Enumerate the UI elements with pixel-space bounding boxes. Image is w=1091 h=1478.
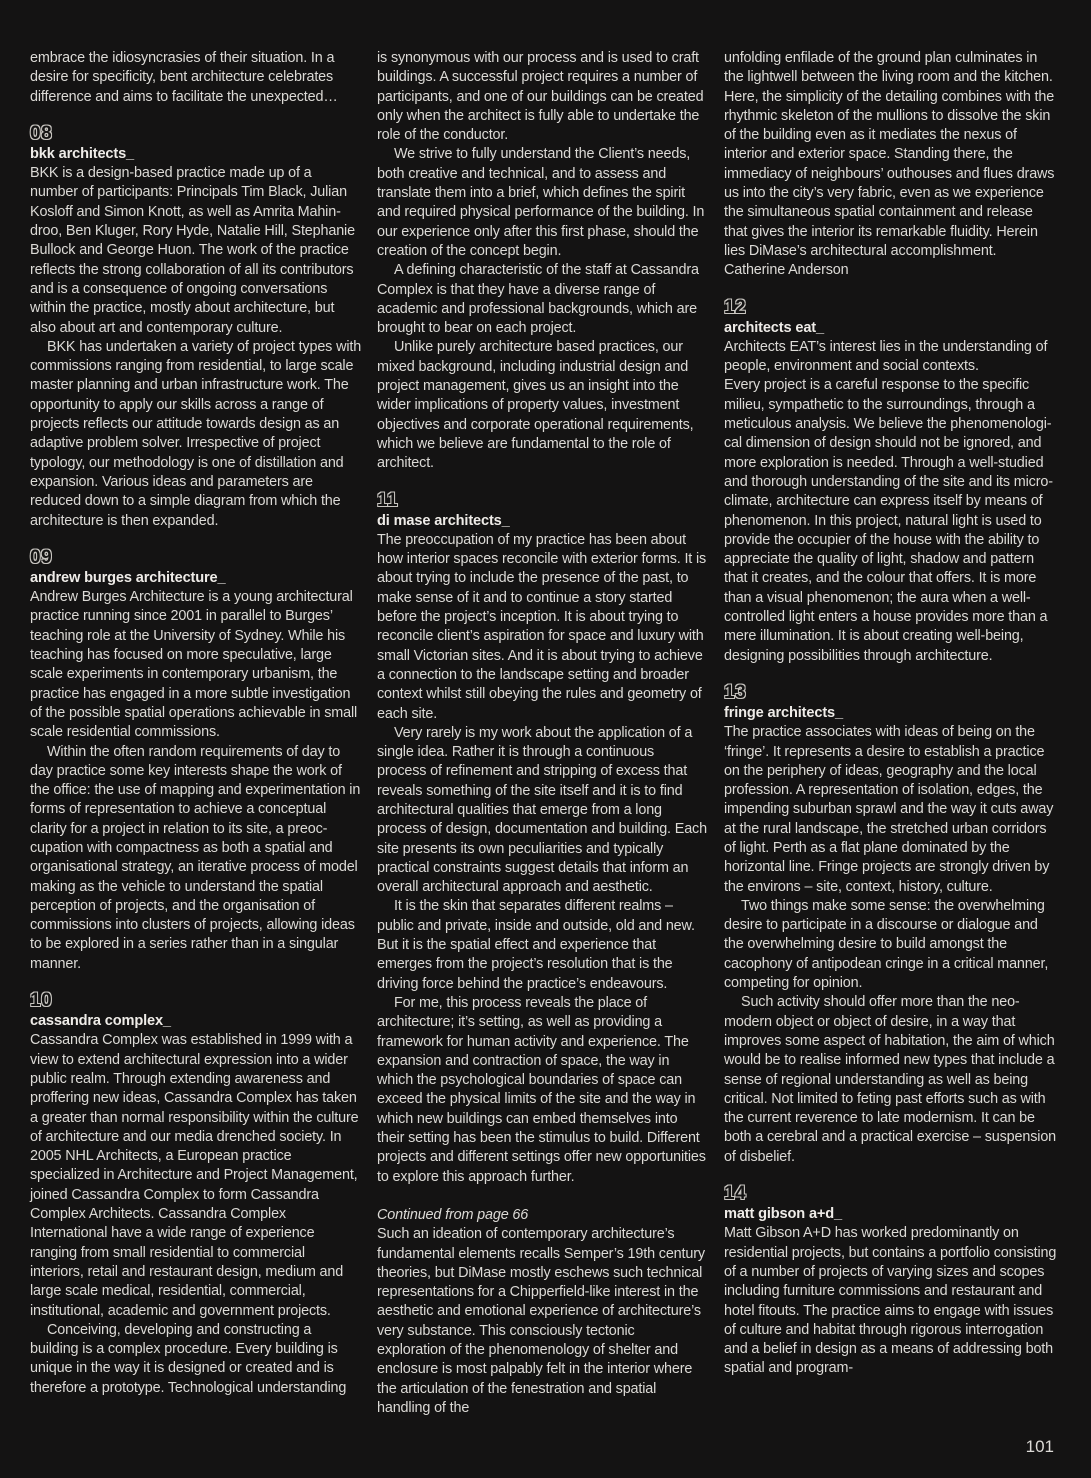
paragraph: unfolding enfilade of the ground plan culminates in the lightwell between the living room and the kitchen. Here, the simplicity of the detailing combines with the rhythmic skeleton of the mullions to dissolve the skin of the building even as it mediates the nexus of interior and exterior space. Standing there, the immediacy of neighbours’ outhouses and flues draws us into the city’s very fabric, even as we experience the simultaneous spatial containment and release that gives the interior its remarkable fluidity. Herein lies DiMase’s architectural accomplishment. [724, 50, 1055, 259]
paragraph: Within the often random requirements of day to day practice some key interests shape the work of the office: the use of mapping and experimentation in forms of representation to achieve a conceptual clarity for a project in relation to its site, a preoccupation with compactness as both a spatial and organisational strategy, an iterative process of model making as the vehicle to understand the spatial perception of projects, and the organisation of commissions into clusters of projects, allowing ideas to be explored in a series rather than in a singular manner. [30, 743, 361, 972]
paragraph: It is the skin that separates different realms – public and private, inside and outside, old and new. But it is the spatial effect and experience that emerges from the project’s resolution that is the driving force behind the practice’s endeavours. [377, 898, 695, 992]
section-heading-di-mase: di mase architects_ [377, 512, 510, 529]
paragraph: Andrew Burges Architecture is a young architectural practice running since 2001 in parallel to Burges’ teaching role at the University of Sydney. While his teaching has focused on more speculative, large scale experiments in contemporary urbanism, the practice has engaged in a more subtle investigation of the possible spatial operations achievable in small scale residential commissions. [30, 589, 358, 741]
paragraph: Every project is a careful response to the specific milieu, sympathetic to the surroundings, through a meticulous analysis. We believe the phenomenological dimension of design should not be ignored, and more exploration is needed. Through a well-studied and thorough understanding of the site and its micro-climate, architecture can express itself by means of phenomenon. In this project, natural light is used to provide the occupier of the house with the ability to appreciate the quality of light, shadow and pattern that it creates, and the colour that offers. It is more than a visual phenomenon; the aura when a well-controlled light enters a house provides more than a mere illumination. It is about creating well-being, designing possibilities through architecture. [724, 377, 1053, 664]
paragraph: BKK has undertaken a variety of project types with commissions ranging from residential, to large scale master planning and urban infrastructure work. The opportunity to apply our skills across a range of projects reflects our attitude towards design as an adaptive problem solver. Irrespective of project typology, our methodology is one of distillation and expansion. Various ideas and parameters are reduced down to a simple diagram from which the architecture is then expanded. [30, 338, 362, 529]
column-1 [30, 49, 362, 1398]
paragraph: Conceiving, developing and constructing a building is a complex procedure. Every building is unique in the way it is designed or created and is therefore a prototype. Technological understanding [30, 1321, 347, 1396]
page-number: 101 [1025, 1437, 1054, 1456]
column-3 [724, 49, 1058, 1379]
paragraph: Cassandra Complex was established in 1999 with a view to extend architectural expression into a wider public realm. Through extending awareness and proffering new ideas, Cassandra Complex has taken a greater than normal responsibility within the culture of architecture and our media drenched society. In 2005 NHL Architects, a European practice specialized in Architecture and Project Management, joined Cassandra Complex to form Cassandra Complex Architects. Cassandra Complex International have a wide range of experience ranging from small residential to commercial interiors, retail and restaurant design, medium and large scale medical, residential, commercial, institutional, academic and government projects. [30, 1032, 359, 1319]
paragraph: The practice associates with ideas of being on the ‘fringe’. It represents a desire to establish a practice on the periphery of ideas, geography and the local profession. A representation of isolation, edges, the impending suburban sprawl and the way it cuts away at the rural landscape, the stretched urban corridors of light. Perth as a flat plane dominated by the horizontal line. Fringe projects are strongly driven by the environs – site, context, history, culture. [724, 724, 1054, 895]
paragraph: is synonymous with our process and is used to craft buildings. A successful project requires a number of participants, and one of our buildings can be created only when the architect is fully able to undertake the role of the conductor. [377, 50, 704, 144]
section-number-09: 09 [30, 546, 53, 568]
section-number-12: 12 [724, 296, 747, 318]
section-number-14: 14 [724, 1183, 747, 1205]
paragraph: Architects EAT’s interest lies in the understanding of people, environment and social contexts. [724, 338, 1048, 375]
paragraph: Unlike purely architecture based practices, our mixed background, including industrial design and project management, gives us an insight into the wider implications of property values, investment objectives and corporate operational requirements, which we believe are fundamental to the role of architect. [377, 339, 694, 472]
section-heading-bkk: bkk architects_ [30, 145, 135, 162]
section-number-08: 08 [30, 122, 53, 144]
section-number-10: 10 [30, 990, 53, 1012]
paragraph: The preoccupation of my practice has been about how interior spaces reconcile with exterior forms. It is about trying to include the presence of the past, to make sense of it and to continue a story started before the project’s inception. It is about trying to reconcile client’s aspiration for space and luxury with small Victorian sites. And it is about trying to achieve a connection to the landscape setting and broader context whilst still obeying the rules and geometry of each site. [377, 531, 707, 722]
section-heading-architects-eat: architects eat_ [724, 319, 824, 336]
section-heading-fringe: fringe architects_ [724, 704, 843, 721]
paragraph: Matt Gibson A+D has worked predominantly on residential projects, but contains a portfolio consisting of a number of projects of varying sizes and scopes including furniture commissions and restaurant and hotel fitouts. The practice aims to engage with issues of culture and habitat through rigorous interrogation and a belief in design as a means of addressing both spatial and program- [724, 1225, 1057, 1377]
paragraph: Such activity should offer more than the neo-modern object or object of desire, in a way that improves some aspect of habitation, the aim of which would be to realise informed new types that include a sense of regional understanding as well as being critical. Not limited to feting past efforts such as with the current reverence to late modernism. It can be both a cerebral and a practical exercise – suspension of disbelief. [724, 994, 1057, 1165]
continued-label: Continued from page 66 [377, 1206, 529, 1223]
paragraph: Two things make some sense: the overwhelming desire to participate in a discourse or dialogue and the overwhelming desire to build amongst the cacophony of antipodean cringe in a critical manner, competing for opinion. [724, 897, 1049, 992]
author-credit: Catherine Anderson [724, 262, 849, 279]
intro-paragraph: embrace the idiosyncrasies of their situation. In a desire for specificity, bent architecture celebrates difference and aims to facilitate the unexpected… [30, 50, 338, 105]
paragraph: A defining characteristic of the staff at Cassandra Complex is that they have a diverse range of academic and professional backgrounds, which are brought to bear on each project. [377, 262, 699, 337]
paragraph: For me, this process reveals the place of architecture; it’s setting, as well as providing a framework for human activity and experience. The expansion and contraction of space, the way in which the psychological boundaries of space can exceed the physical limits of the site and the way in which new buildings can embed themselves into their setting has been the stimulus to build. Different projects and different settings offer new opportunities to explore this approach further. [377, 994, 706, 1185]
paragraph: BKK is a design-based practice made up of a number of participants: Principals Tim Black, Julian Kosloff and Simon Knott, as well as Amrita Mahindroo, Ben Kluger, Rory Hyde, Natalie Hill, Stephanie Bullock and George Huon. The work of the practice reflects the strong collaboration of all its contributors and is a consequence of ongoing conversations within the practice, mostly about architecture, but also about art and contemporary culture. [30, 165, 355, 336]
paragraph: Such an ideation of contemporary architecture’s fundamental elements recalls Semper’s 19th century theories, but DiMase mostly eschews such technical representations for a Chipperfield-like interest in the aesthetic and emotional experience of architecture’s very substance. This consciously tectonic exploration of the phenomenology of shelter and enclosure is most palpably felt in the interior where the articulation of the fenestration and spatial handling of the [377, 1226, 705, 1416]
paragraph: We strive to fully understand the Client’s needs, both creative and technical, and to assess and translate them into a brief, which defines the spirit and required physical performance of the building. In our experience only after this first phase, should the creation of the concept begin. [377, 146, 705, 259]
paragraph: Very rarely is my work about the application of a single idea. Rather it is through a continuous process of refinement and stripping of excess that reveals something of the site itself and it is to find architectural qualities that emerge from a long process of design, documentation and building. Each site presents its own peculiarities and typically practical constraints suggest details that inform an overall architectural approach and aesthetic. [377, 724, 707, 896]
section-heading-matt-gibson: matt gibson a+d_ [724, 1206, 843, 1223]
section-number-13: 13 [724, 681, 747, 703]
section-heading-andrew-burges: andrew burges architecture_ [30, 569, 226, 586]
section-number-11: 11 [377, 489, 399, 511]
column-2 [377, 49, 707, 1418]
section-heading-cassandra: cassandra complex_ [30, 1013, 171, 1030]
